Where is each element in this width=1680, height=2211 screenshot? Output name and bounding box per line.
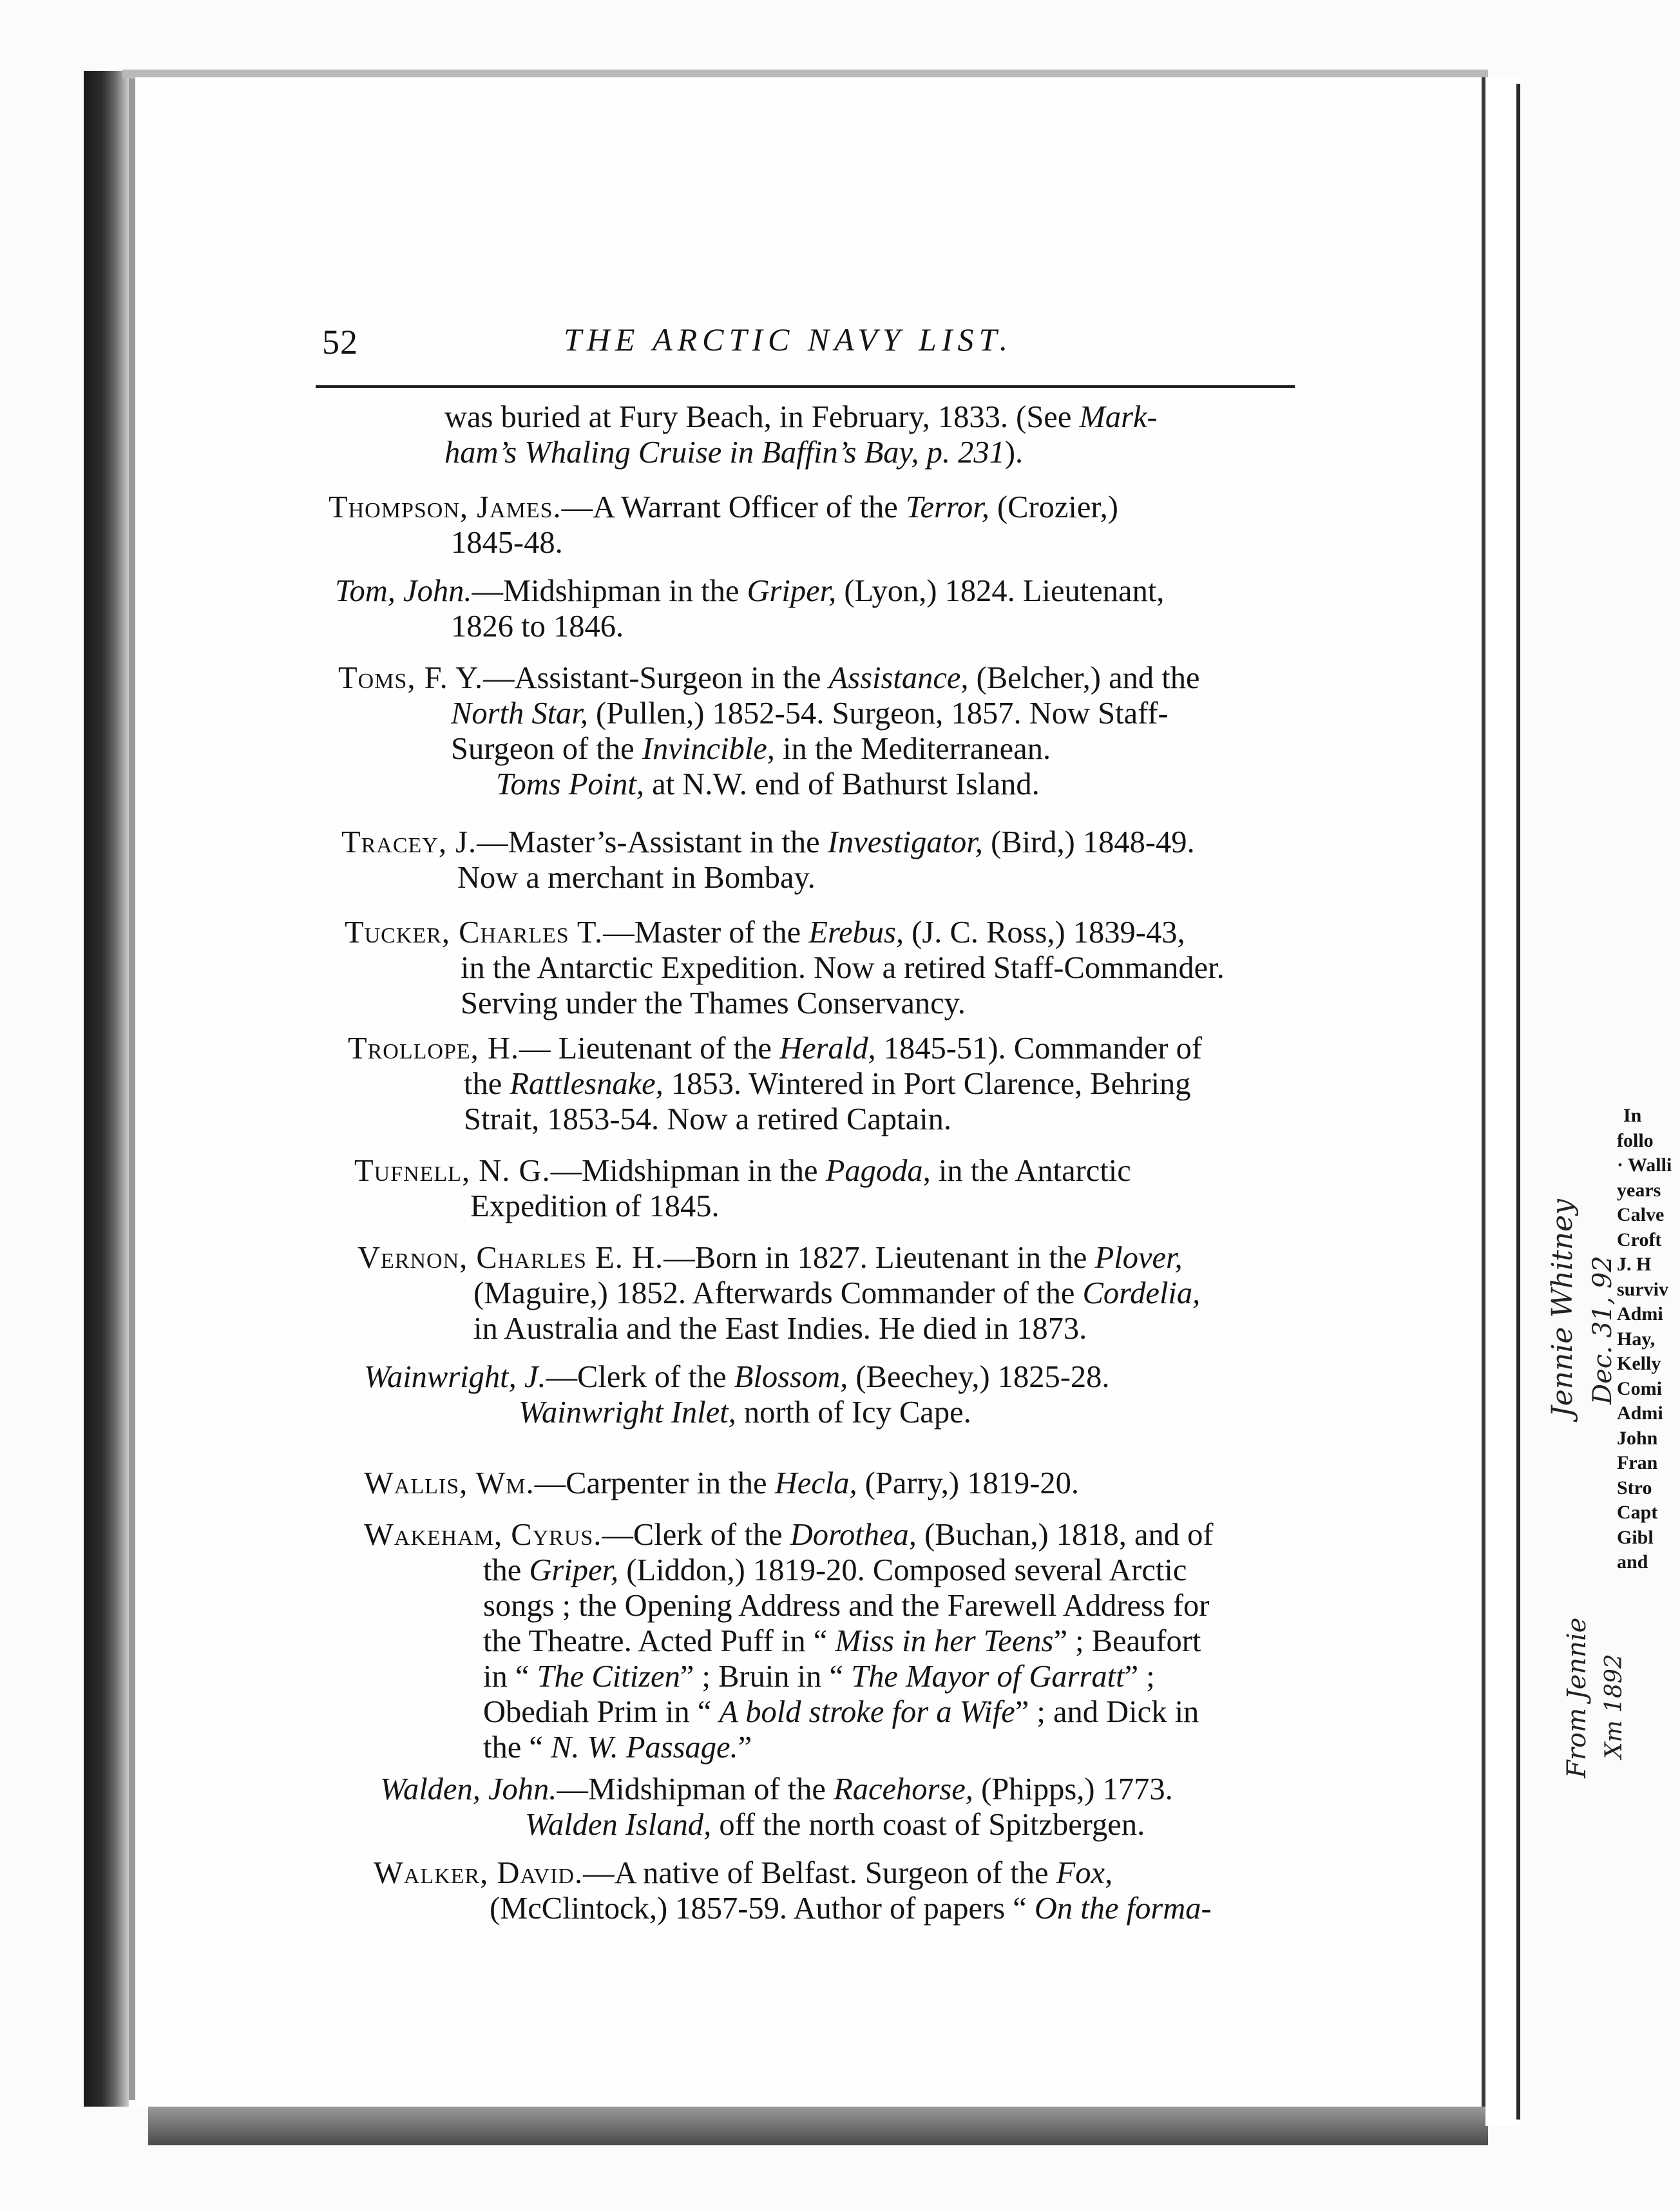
italic-text: Fox, bbox=[1056, 1856, 1113, 1890]
entry-text: (Parry,) 1819-20. bbox=[857, 1466, 1079, 1500]
entry-line bbox=[525, 1807, 1173, 1843]
entry-text: —Master’s-Assistant in the bbox=[477, 825, 828, 859]
italic-text: Wainwright Inlet, bbox=[519, 1395, 736, 1430]
entry-line bbox=[461, 950, 1225, 986]
entry-line bbox=[329, 490, 1118, 525]
italic-text: Walden, John. bbox=[380, 1772, 557, 1806]
entry-tracey bbox=[341, 825, 1195, 895]
entry-text: the Theatre. Acted Puff in “ bbox=[483, 1624, 835, 1658]
facing-page-fragment: Hay, bbox=[1617, 1328, 1656, 1350]
italic-text: Hecla, bbox=[774, 1466, 857, 1500]
italic-text: Plover, bbox=[1094, 1241, 1183, 1275]
entry-line bbox=[473, 1276, 1200, 1311]
handwritten-inscription-1: Jennie Whitney bbox=[1546, 1198, 1579, 1417]
entry-line bbox=[483, 1623, 1214, 1659]
handwritten-inscription-2: Dec. 31, 92 bbox=[1588, 1256, 1618, 1404]
italic-text: Rattlesnake, bbox=[510, 1067, 663, 1101]
entry-text: (Phipps,) 1773. bbox=[973, 1772, 1173, 1806]
entry-line bbox=[374, 1855, 1212, 1891]
italic-text: Wainwright, J. bbox=[364, 1360, 546, 1394]
entry-line bbox=[483, 1553, 1214, 1588]
italic-text: North Star, bbox=[451, 696, 588, 731]
entry-text: ” ; bbox=[1124, 1660, 1155, 1694]
entry-text: in the Antarctic Expedition. Now a retired Staff-Commander. bbox=[461, 951, 1225, 985]
entry-line bbox=[483, 1730, 1214, 1765]
entry-text: —Born in 1827. Lieutenant in the bbox=[663, 1241, 1095, 1275]
entry-vernon bbox=[358, 1240, 1200, 1346]
entry-name: Toms, F. Y. bbox=[338, 661, 484, 695]
entry-text: —A native of Belfast. Surgeon of the bbox=[583, 1856, 1056, 1890]
entry-text: Strait, 1853-54. Now a retired Captain. bbox=[464, 1102, 951, 1136]
entry-text: at N.W. end of Bathurst Island. bbox=[644, 767, 1040, 801]
entry-name: Walker, David. bbox=[374, 1856, 584, 1890]
italic-text: On the forma- bbox=[1034, 1891, 1212, 1926]
entry-wainwright bbox=[364, 1359, 1110, 1430]
entry-line bbox=[341, 825, 1195, 860]
entry-text: (Belcher,) and the bbox=[968, 661, 1200, 695]
entry-line bbox=[364, 1517, 1214, 1553]
entry-line bbox=[451, 609, 1164, 644]
entry-line bbox=[451, 731, 1200, 767]
entry-text: —Midshipman in the bbox=[472, 574, 747, 608]
entry-line bbox=[464, 1066, 1202, 1102]
entry-text: (J. C. Ross,) 1839-43, bbox=[904, 915, 1185, 950]
entry-text: Now a merchant in Bombay. bbox=[457, 861, 816, 895]
entry-text: ” ; Bruin in “ bbox=[680, 1660, 852, 1694]
entry-line bbox=[457, 860, 1195, 895]
entry-line bbox=[348, 1031, 1202, 1066]
entry-line bbox=[358, 1240, 1200, 1276]
entry-text: off the north coast of Spitzbergen. bbox=[711, 1808, 1145, 1842]
entry-walker bbox=[374, 1855, 1212, 1926]
entry-text: (Lyon,) 1824. Lieutenant, bbox=[836, 574, 1165, 608]
facing-page-fragment: J. H bbox=[1617, 1254, 1652, 1275]
entry-text: ” ; and Dick in bbox=[1015, 1695, 1199, 1729]
entry-toms bbox=[338, 660, 1200, 802]
header-rule bbox=[316, 385, 1295, 388]
italic-text: Investigator, bbox=[827, 825, 983, 859]
facing-page-fragment: years bbox=[1617, 1179, 1661, 1201]
handwritten-inscription-4: Xm 1892 bbox=[1601, 1654, 1627, 1759]
entry-line bbox=[496, 767, 1200, 802]
entry-line bbox=[464, 1102, 1202, 1137]
entry-text: ” ; Beaufort bbox=[1053, 1624, 1201, 1658]
entry-text: (Buchan,) 1818, and of bbox=[916, 1518, 1214, 1552]
entry-text: (McClintock,) 1857-59. Author of papers “ bbox=[490, 1891, 1035, 1926]
entry-text: 1826 to 1846. bbox=[451, 609, 624, 644]
entry-line bbox=[335, 573, 1164, 609]
facing-page-fragment: surviv bbox=[1617, 1278, 1669, 1300]
page-number: 52 bbox=[322, 323, 358, 361]
entry-text: —A Warrant Officer of the bbox=[561, 490, 906, 524]
facing-page-fragment: follo bbox=[1617, 1129, 1654, 1151]
entry-tom bbox=[335, 573, 1164, 644]
entry-thompson bbox=[329, 490, 1118, 560]
italic-text: Walden Island, bbox=[525, 1808, 712, 1842]
entry-text: in Australia and the East Indies. He died in 1873. bbox=[473, 1312, 1087, 1346]
italic-text: Toms Point, bbox=[496, 767, 644, 801]
entry-text: was buried at Fury Beach, in February, 1833. (See bbox=[444, 400, 1080, 434]
entry-line bbox=[483, 1588, 1214, 1623]
italic-text: Racehorse, bbox=[834, 1772, 973, 1806]
italic-text: Assistance, bbox=[828, 661, 969, 695]
entry-line bbox=[364, 1466, 1079, 1501]
entry-text: the bbox=[464, 1067, 510, 1101]
entry-text: (Maguire,) 1852. Afterwards Commander of the bbox=[473, 1276, 1083, 1310]
entry-line bbox=[364, 1359, 1110, 1395]
spine-edge bbox=[129, 77, 135, 2100]
facing-page-fragment: In bbox=[1623, 1105, 1642, 1126]
entry-continuation bbox=[444, 399, 1158, 470]
entry-line bbox=[473, 1311, 1200, 1346]
entry-text: (Beechey,) 1825-28. bbox=[848, 1360, 1110, 1394]
entry-tucker bbox=[345, 915, 1225, 1021]
entry-line bbox=[470, 1189, 1131, 1224]
entry-wallis bbox=[364, 1466, 1079, 1501]
entry-name: Tracey, J. bbox=[341, 825, 477, 859]
handwritten-inscription-3: From Jennie bbox=[1562, 1617, 1592, 1778]
entry-line bbox=[451, 696, 1200, 731]
entry-text: Expedition of 1845. bbox=[470, 1189, 720, 1223]
facing-page-fragment: Fran bbox=[1617, 1452, 1658, 1473]
entry-text: ). bbox=[1004, 436, 1024, 470]
book-spine bbox=[84, 71, 129, 2107]
italic-text: Invincible, bbox=[642, 732, 775, 766]
facing-page-fragment: · Walli bbox=[1617, 1154, 1672, 1176]
entry-text: (Bird,) 1848-49. bbox=[982, 825, 1195, 859]
entry-text: —Midshipman of the bbox=[557, 1772, 834, 1806]
entry-line bbox=[444, 435, 1158, 470]
entry-trollope bbox=[348, 1031, 1202, 1137]
entry-text: north of Icy Cape. bbox=[736, 1395, 971, 1430]
entry-text: songs ; the Opening Address and the Farewell Address for bbox=[483, 1589, 1210, 1623]
entry-text: —Clerk of the bbox=[602, 1518, 790, 1552]
entry-name: Wakeham, Cyrus. bbox=[364, 1518, 602, 1552]
facing-page-fragment: John bbox=[1617, 1427, 1658, 1449]
entry-line bbox=[461, 986, 1225, 1021]
entry-name: Tufnell, N. G. bbox=[354, 1154, 551, 1188]
entry-text: the bbox=[483, 1553, 530, 1587]
facing-page-fragment: Stro bbox=[1617, 1477, 1652, 1498]
facing-page-fragment: Admi bbox=[1617, 1303, 1663, 1325]
entry-line bbox=[444, 399, 1158, 435]
italic-text: The Citizen bbox=[537, 1660, 680, 1694]
entry-text: ” bbox=[738, 1730, 752, 1765]
italic-text: ham’s Whaling Cruise in Baffin’s Bay, p. 231 bbox=[444, 436, 1005, 470]
italic-text: A bold stroke for a Wife bbox=[719, 1695, 1015, 1729]
facing-page-fragment: Croft bbox=[1617, 1229, 1662, 1250]
entry-line bbox=[483, 1659, 1214, 1694]
entry-text: —Midshipman in the bbox=[550, 1154, 826, 1188]
italic-text: Blossom, bbox=[734, 1360, 848, 1394]
running-title: THE ARCTIC NAVY LIST. bbox=[564, 321, 1013, 358]
entry-line bbox=[338, 660, 1200, 696]
facing-page-fragment: and bbox=[1617, 1551, 1648, 1573]
entry-line bbox=[451, 525, 1118, 560]
facing-page-fragment: Comi bbox=[1617, 1377, 1662, 1399]
entry-text: —Clerk of the bbox=[546, 1360, 734, 1394]
facing-page-fragment: Kelly bbox=[1617, 1353, 1661, 1374]
italic-text: Dorothea, bbox=[790, 1518, 917, 1552]
italic-text: Herald, bbox=[779, 1031, 876, 1066]
italic-text: Griper, bbox=[529, 1553, 619, 1587]
entry-text: (Liddon,) 1819-20. Composed several Arctic bbox=[618, 1553, 1187, 1587]
entry-text: 1845-51). Commander of bbox=[875, 1031, 1203, 1066]
italic-text: Miss in her Teens bbox=[835, 1624, 1054, 1658]
italic-text: Tom, John. bbox=[335, 574, 472, 608]
entry-text: in the Antarctic bbox=[930, 1154, 1131, 1188]
page-bottom-edge bbox=[148, 2107, 1488, 2145]
entry-wakeham bbox=[364, 1517, 1214, 1765]
entry-text: 1853. Wintered in Port Clarence, Behring bbox=[663, 1067, 1191, 1101]
entry-line bbox=[519, 1395, 1110, 1430]
entry-text: Surgeon of the bbox=[451, 732, 642, 766]
facing-page-fragment: Capt bbox=[1617, 1502, 1658, 1523]
italic-text: Mark- bbox=[1079, 400, 1158, 434]
italic-text: Terror, bbox=[905, 490, 989, 524]
entry-name: Thompson, James. bbox=[329, 490, 562, 524]
entry-text: Obediah Prim in “ bbox=[483, 1695, 720, 1729]
entry-text: —Carpenter in the bbox=[534, 1466, 775, 1500]
entry-text: —Assistant-Surgeon in the bbox=[483, 661, 829, 695]
italic-text: The Mayor of Garratt bbox=[851, 1660, 1125, 1694]
entry-name: Tucker, Charles T. bbox=[345, 915, 604, 950]
entry-name: Vernon, Charles E. H. bbox=[358, 1241, 664, 1275]
entry-text: in the Mediterranean. bbox=[774, 732, 1051, 766]
entry-text: in “ bbox=[483, 1660, 537, 1694]
facing-page-fragment: Gibl bbox=[1617, 1526, 1654, 1548]
entry-name: Trollope, H. bbox=[348, 1031, 520, 1066]
entry-text: — Lieutenant of the bbox=[519, 1031, 780, 1066]
italic-text: Griper, bbox=[747, 574, 837, 608]
entry-text: Serving under the Thames Conservancy. bbox=[461, 986, 966, 1020]
page-gutter bbox=[1485, 77, 1519, 2126]
entry-line bbox=[483, 1694, 1214, 1730]
italic-text: N. W. Passage. bbox=[551, 1730, 738, 1765]
entry-line bbox=[490, 1891, 1212, 1926]
italic-text: Cordelia, bbox=[1082, 1276, 1201, 1310]
entry-tufnell bbox=[354, 1153, 1131, 1224]
entry-text: (Pullen,) 1852-54. Surgeon, 1857. Now Staff- bbox=[587, 696, 1169, 731]
entry-text: 1845-48. bbox=[451, 526, 563, 560]
entry-text: (Crozier,) bbox=[989, 490, 1118, 524]
facing-page-fragment: Calve bbox=[1617, 1204, 1665, 1225]
entry-line bbox=[354, 1153, 1131, 1189]
italic-text: Pagoda, bbox=[825, 1154, 931, 1188]
entry-line bbox=[380, 1772, 1173, 1807]
entry-text: —Master of the bbox=[603, 915, 809, 950]
facing-page bbox=[1520, 71, 1680, 2211]
entry-line bbox=[345, 915, 1225, 950]
entry-name: Wallis, Wm. bbox=[364, 1466, 535, 1500]
facing-page-fragment: Admi bbox=[1617, 1402, 1663, 1424]
italic-text: Erebus, bbox=[808, 915, 904, 950]
entry-walden bbox=[380, 1772, 1173, 1843]
entry-text: the “ bbox=[483, 1730, 551, 1765]
